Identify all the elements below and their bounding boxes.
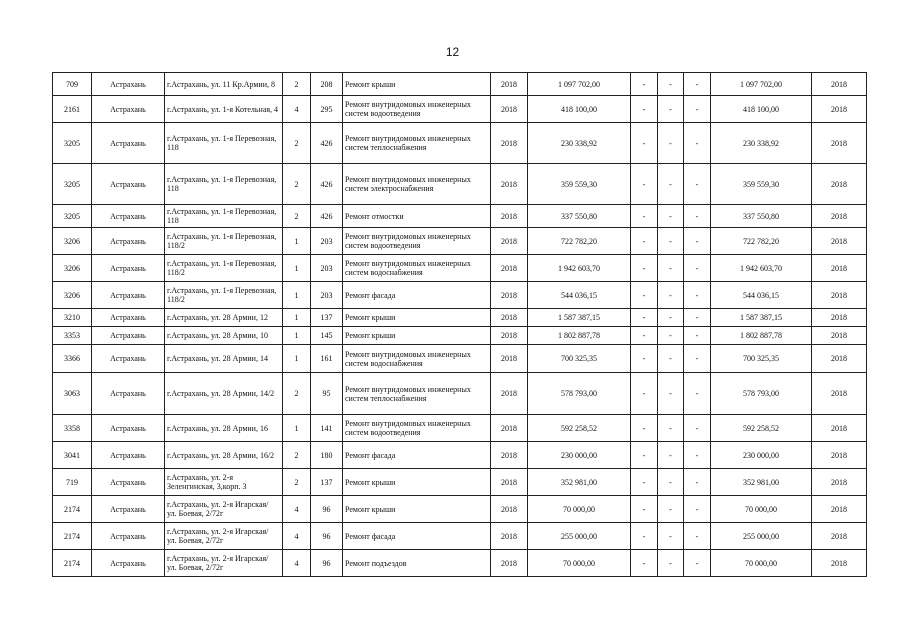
cell-dash-2: -: [658, 373, 684, 415]
cell-total: 337 550,80: [711, 205, 812, 228]
cell-address: г.Астрахань, ул. 1-я Перевозная, 118: [165, 164, 283, 205]
cell-dash-2: -: [658, 469, 684, 496]
cell-area: 141: [311, 415, 343, 442]
cell-address: г.Астрахань, ул. 1-я Перевозная, 118/2: [165, 228, 283, 255]
cell-work-type: Ремонт внутридомовых инженерных систем водоотведения: [343, 228, 491, 255]
cell-area: 203: [311, 255, 343, 282]
cell-address: г.Астрахань, ул. 2-я Игарская/ ул. Боевая, 2/72г: [165, 496, 283, 523]
cell-dash-2: -: [658, 345, 684, 373]
cell-work-type: Ремонт крыши: [343, 73, 491, 96]
cell-address: г.Астрахань, ул. 28 Армии, 10: [165, 327, 283, 345]
cell-amount: 352 981,00: [528, 469, 631, 496]
cell-total: 1 802 887,78: [711, 327, 812, 345]
cell-total: 700 325,35: [711, 345, 812, 373]
table-row: [53, 205, 867, 228]
cell-dash-2: -: [658, 228, 684, 255]
cell-area: 180: [311, 442, 343, 469]
cell-total: 418 100,00: [711, 96, 812, 123]
cell-work-type: Ремонт крыши: [343, 496, 491, 523]
cell-entrances: 2: [283, 442, 311, 469]
cell-amount: 337 550,80: [528, 205, 631, 228]
cell-year: 2018: [491, 123, 528, 164]
table-row: [53, 469, 867, 496]
cell-dash-1: -: [631, 73, 658, 96]
cell-entrances: 2: [283, 469, 311, 496]
cell-dash-1: -: [631, 373, 658, 415]
cell-address: г.Астрахань, ул. 1-я Перевозная, 118: [165, 123, 283, 164]
cell-area: 95: [311, 373, 343, 415]
cell-city: Астрахань: [92, 469, 165, 496]
cell-completion-year: 2018: [812, 373, 867, 415]
cell-amount: 418 100,00: [528, 96, 631, 123]
cell-dash-3: -: [684, 523, 711, 550]
cell-year: 2018: [491, 282, 528, 309]
table-row: [53, 442, 867, 469]
cell-object-id: 3206: [53, 282, 92, 309]
cell-amount: 592 258,52: [528, 415, 631, 442]
cell-work-type: Ремонт крыши: [343, 309, 491, 327]
cell-entrances: 1: [283, 282, 311, 309]
cell-dash-3: -: [684, 255, 711, 282]
table-row: [53, 96, 867, 123]
cell-amount: 1 942 603,70: [528, 255, 631, 282]
cell-amount: 700 325,35: [528, 345, 631, 373]
cell-year: 2018: [491, 345, 528, 373]
cell-work-type: Ремонт внутридомовых инженерных систем теплоснабжения: [343, 373, 491, 415]
cell-total: 1 942 603,70: [711, 255, 812, 282]
cell-work-type: Ремонт внутридомовых инженерных систем электроснабжения: [343, 164, 491, 205]
cell-object-id: 2174: [53, 523, 92, 550]
table-row: [53, 309, 867, 327]
cell-amount: 359 559,30: [528, 164, 631, 205]
cell-area: 208: [311, 73, 343, 96]
cell-dash-1: -: [631, 309, 658, 327]
table-row: [53, 164, 867, 205]
cell-dash-3: -: [684, 469, 711, 496]
cell-dash-2: -: [658, 282, 684, 309]
cell-work-type: Ремонт фасада: [343, 523, 491, 550]
cell-area: 96: [311, 550, 343, 577]
cell-city: Астрахань: [92, 255, 165, 282]
cell-amount: 230 338,92: [528, 123, 631, 164]
cell-city: Астрахань: [92, 523, 165, 550]
cell-work-type: Ремонт крыши: [343, 327, 491, 345]
cell-entrances: 4: [283, 550, 311, 577]
cell-dash-3: -: [684, 123, 711, 164]
cell-total: 255 000,00: [711, 523, 812, 550]
cell-object-id: 709: [53, 73, 92, 96]
table-row: [53, 550, 867, 577]
cell-year: 2018: [491, 523, 528, 550]
cell-city: Астрахань: [92, 73, 165, 96]
cell-dash-1: -: [631, 469, 658, 496]
cell-entrances: 1: [283, 327, 311, 345]
cell-dash-3: -: [684, 73, 711, 96]
cell-completion-year: 2018: [812, 73, 867, 96]
cell-dash-3: -: [684, 309, 711, 327]
cell-object-id: 3206: [53, 255, 92, 282]
cell-dash-2: -: [658, 255, 684, 282]
cell-dash-3: -: [684, 282, 711, 309]
cell-amount: 1 587 387,15: [528, 309, 631, 327]
cell-object-id: 3358: [53, 415, 92, 442]
cell-object-id: 3210: [53, 309, 92, 327]
cell-entrances: 2: [283, 73, 311, 96]
cell-dash-1: -: [631, 415, 658, 442]
cell-total: 1 097 702,00: [711, 73, 812, 96]
cell-area: 137: [311, 469, 343, 496]
cell-dash-1: -: [631, 228, 658, 255]
cell-address: г.Астрахань, ул. 28 Армии, 16/2: [165, 442, 283, 469]
cell-total: 230 338,92: [711, 123, 812, 164]
cell-dash-1: -: [631, 345, 658, 373]
cell-city: Астрахань: [92, 228, 165, 255]
cell-object-id: 3206: [53, 228, 92, 255]
cell-year: 2018: [491, 96, 528, 123]
cell-dash-1: -: [631, 205, 658, 228]
cell-city: Астрахань: [92, 550, 165, 577]
cell-dash-3: -: [684, 550, 711, 577]
cell-area: 145: [311, 327, 343, 345]
cell-amount: 578 793,00: [528, 373, 631, 415]
cell-work-type: Ремонт внутридомовых инженерных систем теплоснабжения: [343, 123, 491, 164]
cell-address: г.Астрахань, ул. 28 Армии, 16: [165, 415, 283, 442]
cell-completion-year: 2018: [812, 415, 867, 442]
cell-area: 295: [311, 96, 343, 123]
cell-city: Астрахань: [92, 123, 165, 164]
cell-year: 2018: [491, 73, 528, 96]
cell-dash-1: -: [631, 282, 658, 309]
cell-entrances: 2: [283, 373, 311, 415]
cell-dash-3: -: [684, 164, 711, 205]
cell-dash-2: -: [658, 523, 684, 550]
cell-object-id: 3205: [53, 205, 92, 228]
cell-dash-2: -: [658, 415, 684, 442]
cell-dash-2: -: [658, 327, 684, 345]
cell-amount: 544 036,15: [528, 282, 631, 309]
cell-object-id: 719: [53, 469, 92, 496]
cell-completion-year: 2018: [812, 309, 867, 327]
cell-dash-2: -: [658, 550, 684, 577]
cell-address: г.Астрахань, ул. 28 Армии, 12: [165, 309, 283, 327]
cell-city: Астрахань: [92, 496, 165, 523]
cell-city: Астрахань: [92, 415, 165, 442]
cell-completion-year: 2018: [812, 327, 867, 345]
cell-area: 96: [311, 523, 343, 550]
cell-object-id: 3063: [53, 373, 92, 415]
cell-city: Астрахань: [92, 309, 165, 327]
cell-entrances: 4: [283, 496, 311, 523]
cell-entrances: 2: [283, 164, 311, 205]
table-row: [53, 327, 867, 345]
cell-total: 352 981,00: [711, 469, 812, 496]
cell-completion-year: 2018: [812, 442, 867, 469]
cell-dash-2: -: [658, 123, 684, 164]
cell-total: 592 258,52: [711, 415, 812, 442]
cell-work-type: Ремонт фасада: [343, 282, 491, 309]
cell-year: 2018: [491, 496, 528, 523]
table-row: [53, 123, 867, 164]
cell-dash-1: -: [631, 96, 658, 123]
cell-object-id: 2161: [53, 96, 92, 123]
cell-address: г.Астрахань, ул. 11 Кр.Армии, 8: [165, 73, 283, 96]
cell-work-type: Ремонт внутридомовых инженерных систем водоотведения: [343, 415, 491, 442]
cell-entrances: 1: [283, 255, 311, 282]
cell-object-id: 3205: [53, 123, 92, 164]
cell-city: Астрахань: [92, 282, 165, 309]
cell-dash-2: -: [658, 164, 684, 205]
cell-area: 426: [311, 205, 343, 228]
table-row: [53, 228, 867, 255]
cell-completion-year: 2018: [812, 282, 867, 309]
cell-address: г.Астрахань, ул. 1-я Перевозная, 118: [165, 205, 283, 228]
cell-entrances: 4: [283, 96, 311, 123]
cell-completion-year: 2018: [812, 469, 867, 496]
cell-address: г.Астрахань, ул. 1-я Перевозная, 118/2: [165, 282, 283, 309]
cell-area: 96: [311, 496, 343, 523]
table-row: [53, 496, 867, 523]
cell-total: 359 559,30: [711, 164, 812, 205]
table-row: [53, 373, 867, 415]
cell-object-id: 3041: [53, 442, 92, 469]
cell-total: 578 793,00: [711, 373, 812, 415]
cell-work-type: Ремонт внутридомовых инженерных систем водоснабжения: [343, 255, 491, 282]
table-row: [53, 73, 867, 96]
cell-completion-year: 2018: [812, 496, 867, 523]
cell-dash-3: -: [684, 205, 711, 228]
cell-year: 2018: [491, 415, 528, 442]
cell-completion-year: 2018: [812, 345, 867, 373]
cell-city: Астрахань: [92, 373, 165, 415]
cell-completion-year: 2018: [812, 228, 867, 255]
cell-area: 426: [311, 164, 343, 205]
cell-entrances: 1: [283, 345, 311, 373]
cell-completion-year: 2018: [812, 96, 867, 123]
cell-object-id: 3353: [53, 327, 92, 345]
cell-city: Астрахань: [92, 164, 165, 205]
cell-amount: 70 000,00: [528, 496, 631, 523]
cell-amount: 1 802 887,78: [528, 327, 631, 345]
cell-dash-1: -: [631, 255, 658, 282]
cell-dash-1: -: [631, 550, 658, 577]
cell-year: 2018: [491, 309, 528, 327]
cell-total: 70 000,00: [711, 550, 812, 577]
cell-dash-1: -: [631, 523, 658, 550]
cell-total: 722 782,20: [711, 228, 812, 255]
cell-work-type: Ремонт крыши: [343, 469, 491, 496]
cell-work-type: Ремонт внутридомовых инженерных систем водоотведения: [343, 96, 491, 123]
cell-object-id: 2174: [53, 496, 92, 523]
cell-work-type: Ремонт фасада: [343, 442, 491, 469]
cell-total: 70 000,00: [711, 496, 812, 523]
cell-dash-3: -: [684, 96, 711, 123]
cell-entrances: 1: [283, 415, 311, 442]
table-row: [53, 415, 867, 442]
cell-address: г.Астрахань, ул. 2-я Игарская/ ул. Боевая, 2/72г: [165, 550, 283, 577]
cell-city: Астрахань: [92, 345, 165, 373]
cell-dash-3: -: [684, 327, 711, 345]
cell-dash-2: -: [658, 496, 684, 523]
cell-year: 2018: [491, 550, 528, 577]
cell-entrances: 2: [283, 205, 311, 228]
cell-area: 137: [311, 309, 343, 327]
cell-total: 544 036,15: [711, 282, 812, 309]
cell-dash-3: -: [684, 373, 711, 415]
cell-entrances: 1: [283, 228, 311, 255]
cell-amount: 230 000,00: [528, 442, 631, 469]
cell-dash-3: -: [684, 345, 711, 373]
cell-dash-1: -: [631, 442, 658, 469]
cell-dash-3: -: [684, 415, 711, 442]
cell-entrances: 4: [283, 523, 311, 550]
cell-address: г.Астрахань, ул. 28 Армии, 14/2: [165, 373, 283, 415]
cell-entrances: 1: [283, 309, 311, 327]
table-row: [53, 255, 867, 282]
cell-city: Астрахань: [92, 96, 165, 123]
cell-dash-1: -: [631, 496, 658, 523]
cell-completion-year: 2018: [812, 550, 867, 577]
table-row: [53, 345, 867, 373]
cell-amount: 255 000,00: [528, 523, 631, 550]
cell-area: 203: [311, 228, 343, 255]
cell-object-id: 2174: [53, 550, 92, 577]
cell-work-type: Ремонт внутридомовых инженерных систем водоснабжения: [343, 345, 491, 373]
cell-address: г.Астрахань, ул. 28 Армии, 14: [165, 345, 283, 373]
cell-address: г.Астрахань, ул. 2-я Игарская/ ул. Боевая, 2/72г: [165, 523, 283, 550]
cell-dash-1: -: [631, 164, 658, 205]
cell-dash-1: -: [631, 327, 658, 345]
cell-year: 2018: [491, 205, 528, 228]
cell-year: 2018: [491, 469, 528, 496]
cell-address: г.Астрахань, ул. 1-я Перевозная, 118/2: [165, 255, 283, 282]
cell-year: 2018: [491, 164, 528, 205]
cell-year: 2018: [491, 228, 528, 255]
cell-year: 2018: [491, 442, 528, 469]
cell-completion-year: 2018: [812, 255, 867, 282]
repair-program-table: [52, 72, 867, 577]
cell-city: Астрахань: [92, 205, 165, 228]
cell-dash-3: -: [684, 442, 711, 469]
cell-address: г.Астрахань, ул. 1-я Котельная, 4: [165, 96, 283, 123]
cell-amount: 70 000,00: [528, 550, 631, 577]
cell-area: 203: [311, 282, 343, 309]
cell-completion-year: 2018: [812, 164, 867, 205]
cell-total: 1 587 387,15: [711, 309, 812, 327]
cell-completion-year: 2018: [812, 523, 867, 550]
cell-dash-3: -: [684, 496, 711, 523]
cell-area: 426: [311, 123, 343, 164]
cell-city: Астрахань: [92, 442, 165, 469]
cell-work-type: Ремонт подъездов: [343, 550, 491, 577]
cell-dash-3: -: [684, 228, 711, 255]
cell-entrances: 2: [283, 123, 311, 164]
cell-dash-1: -: [631, 123, 658, 164]
cell-year: 2018: [491, 327, 528, 345]
table-row: [53, 523, 867, 550]
cell-area: 161: [311, 345, 343, 373]
cell-dash-2: -: [658, 442, 684, 469]
cell-amount: 1 097 702,00: [528, 73, 631, 96]
cell-address: г.Астрахань, ул. 2-я Зеленгинская, 3,корп. 3: [165, 469, 283, 496]
cell-dash-2: -: [658, 96, 684, 123]
cell-object-id: 3205: [53, 164, 92, 205]
cell-work-type: Ремонт отмостки: [343, 205, 491, 228]
cell-dash-2: -: [658, 73, 684, 96]
cell-year: 2018: [491, 373, 528, 415]
cell-dash-2: -: [658, 309, 684, 327]
cell-dash-2: -: [658, 205, 684, 228]
cell-completion-year: 2018: [812, 123, 867, 164]
cell-object-id: 3366: [53, 345, 92, 373]
cell-completion-year: 2018: [812, 205, 867, 228]
cell-amount: 722 782,20: [528, 228, 631, 255]
cell-total: 230 000,00: [711, 442, 812, 469]
table-row: [53, 282, 867, 309]
page-number: 12: [445, 45, 460, 59]
cell-city: Астрахань: [92, 327, 165, 345]
cell-year: 2018: [491, 255, 528, 282]
